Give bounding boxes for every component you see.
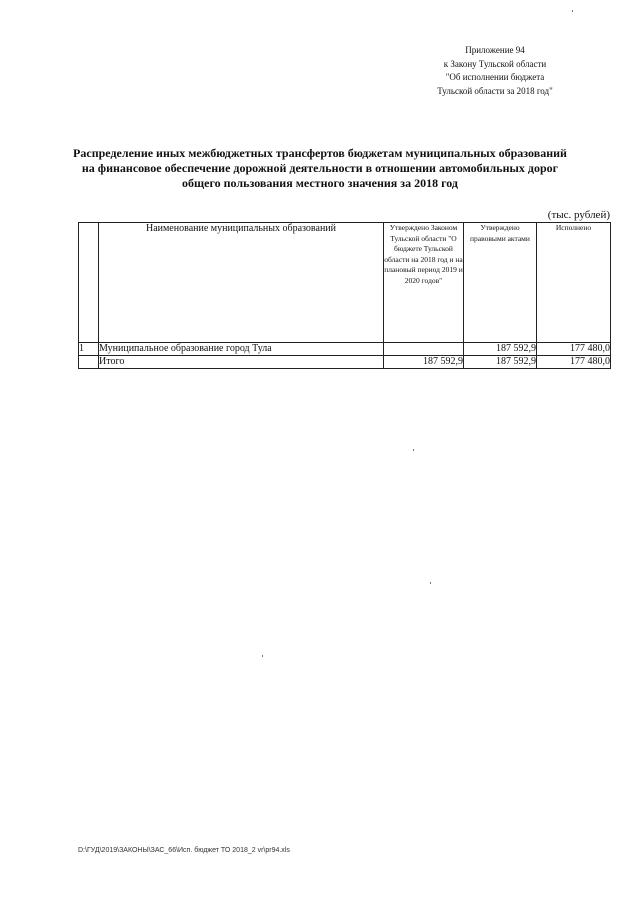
transfers-table xyxy=(78,222,611,369)
scan-speck xyxy=(413,449,414,451)
row-approved-acts: 187 592,9 xyxy=(464,343,537,356)
table-row xyxy=(79,343,611,356)
appendix-line: к Закону Тульской области xyxy=(443,58,547,69)
units-label: (тыс. рублей) xyxy=(547,209,610,221)
title-line: на финансовое обеспечение дорожной деятельности в отношении автомобильных дорог xyxy=(81,161,559,175)
scan-speck xyxy=(572,10,573,12)
appendix-line: "Об исполнении бюджета xyxy=(445,72,545,82)
header-approved-law: Утверждено Законом Тульской области "О бюджете Тульской области на 2018 год и на плановый период 2019 и 2020 годов" xyxy=(384,223,464,343)
file-path-footer: D:\ГУД\2019\ЗАКОНЫ\ЗАС_66\Исп. бюджет ТО 2018_2 vr\pr94.xls xyxy=(78,847,290,854)
row-index xyxy=(79,356,99,369)
title-line: общего пользования местного значения за 2018 год xyxy=(182,176,458,190)
header-approved-acts: Утверждено правовыми актами xyxy=(464,223,537,343)
document-title xyxy=(70,146,570,191)
title-line: Распределение иных межбюджетных трансфертов бюджетам муниципальных образований xyxy=(73,146,567,160)
row-approved-law xyxy=(384,343,464,356)
header-executed: Исполнено xyxy=(537,223,611,343)
row-name: Итого xyxy=(99,356,384,369)
appendix-line: Тульской области за 2018 год" xyxy=(437,85,553,96)
row-name: Муниципальное образование город Тула xyxy=(99,343,384,356)
row-index: 1 xyxy=(79,343,99,356)
row-approved-law: 187 592,9 xyxy=(384,356,464,369)
table-header-row xyxy=(79,223,611,343)
row-approved-acts: 187 592,9 xyxy=(464,356,537,369)
row-executed: 177 480,0 xyxy=(537,356,611,369)
scan-speck xyxy=(262,655,263,657)
row-executed: 177 480,0 xyxy=(537,343,611,356)
scan-speck xyxy=(430,582,431,584)
appendix-line: Приложение 94 xyxy=(465,45,525,55)
appendix-block xyxy=(400,44,590,98)
header-index xyxy=(79,223,99,343)
table-row-total xyxy=(79,356,611,369)
header-name: Наименование муниципальных образований xyxy=(99,223,384,343)
